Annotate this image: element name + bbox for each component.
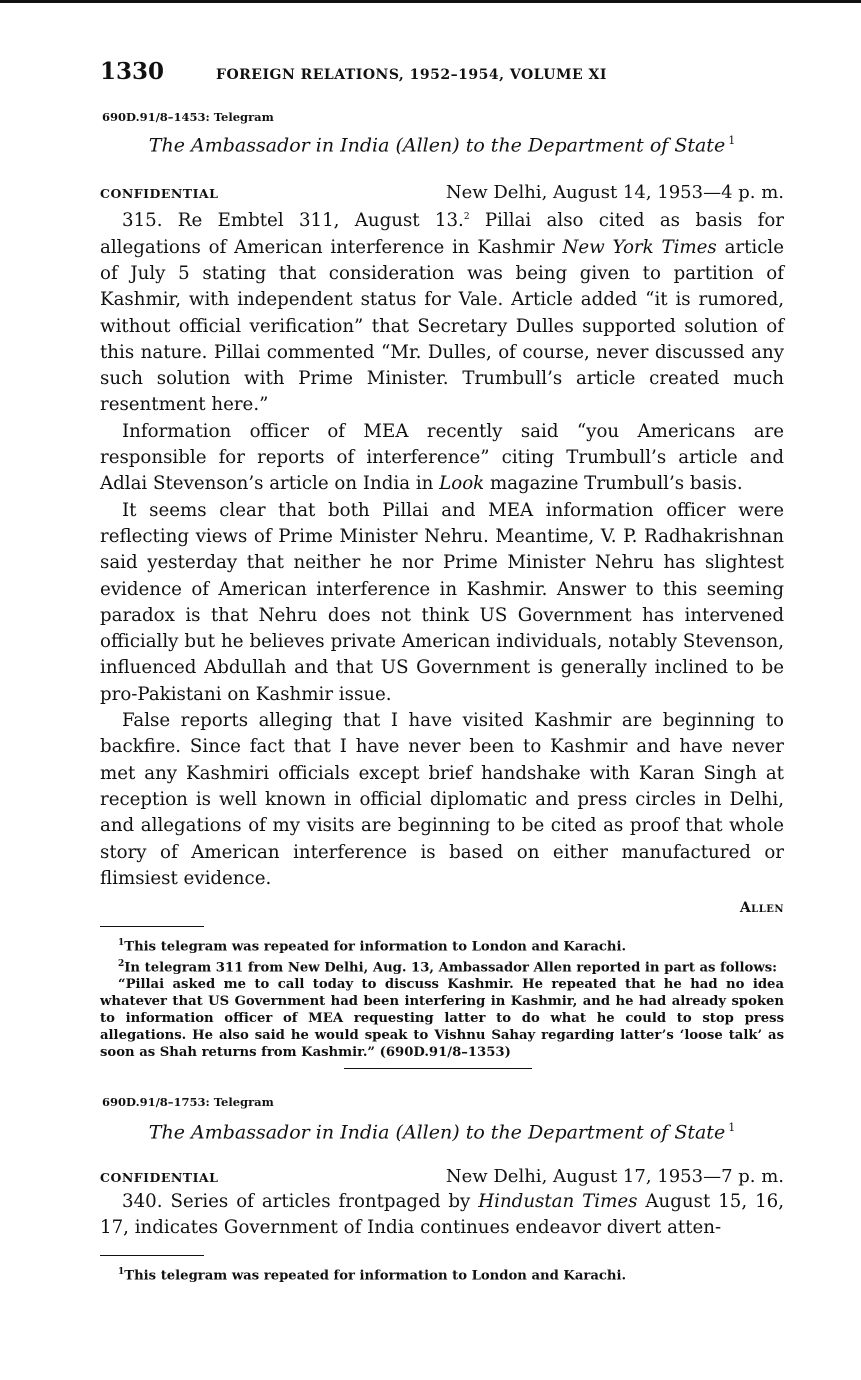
doc2-dateline	[100, 1166, 784, 1187]
doc2-title-text: The Ambassador in India (Allen) to the Department of State	[148, 1121, 726, 1144]
doc2-title	[100, 1121, 784, 1143]
doc2-p1-italic: Hindustan Times	[478, 1190, 638, 1212]
running-head	[100, 58, 784, 92]
doc2-p1-b: August 15, 16, 17, indicates Government of India continues endeavor divert atten-	[100, 1190, 784, 1239]
doc2-footnote-1	[100, 1264, 784, 1285]
volume-title: FOREIGN RELATIONS, 1952–1954, VOLUME XI	[216, 67, 607, 83]
doc2-paragraph-1	[100, 1189, 784, 1242]
doc1-title-footnote-mark: 1	[728, 134, 736, 147]
doc1-title	[100, 134, 784, 156]
doc2-file-ref: 690D.91/8–1753: Telegram	[102, 1095, 274, 1110]
footnote-rule-2	[100, 1255, 204, 1256]
doc1-paragraph-3: It seems clear that both Pillai and MEA information officer were reflecting views of Prime Minister Nehru. Meantime, V. P. Radhakrishnan said yesterday that neither he nor Prime Minister Nehru has slightest evidence of American interference in Kashmir. Answer to this seeming paradox is that Nehru does not think US Government has intervened officially but he believes private American individuals, notably Stevenson, influenced Abdullah and that US Government is generally inclined to be pro-Pakistani on Kashmir issue.	[100, 499, 784, 705]
doc2-p1-a: 340. Series of articles frontpaged by	[122, 1190, 479, 1212]
doc1-footnote-1-text: This telegram was repeated for information to London and Karachi.	[124, 939, 627, 955]
doc1-footnote-2-quote: “Pillai asked me to call today to discuss Kashmir. He repeated that he had no idea whatever that US Government had been interfering in Kashmir, and he had already spoken to information officer of MEA requesting latter to do what he could to stop press allegations. He also said he would speak to Vishnu Sahay regarding latter’s ‘loose talk’ as soon as Shah returns from Kashmir.” (690D.91/8–1353)	[100, 977, 784, 1060]
doc1-p1-italic: New York Times	[562, 236, 717, 258]
doc1-footnote-2	[100, 956, 784, 977]
doc1-p2-b: magazine Trumbull’s basis.	[484, 473, 743, 495]
doc1-paragraph-1	[100, 204, 784, 418]
doc1-paragraph-2	[100, 419, 784, 498]
doc1-title-text: The Ambassador in India (Allen) to the Department of State	[148, 134, 726, 157]
doc1-footnote-1	[100, 935, 784, 956]
document-page	[100, 58, 784, 1286]
doc1-signature: Allen	[739, 900, 784, 917]
doc1-footnote-2-text: In telegram 311 from New Delhi, Aug. 13, Ambassador Allen reported in part as follows:	[124, 960, 777, 976]
doc2-classification: CONFIDENTIAL	[100, 1169, 219, 1185]
doc1-file-ref: 690D.91/8–1453: Telegram	[102, 110, 274, 124]
page-number: 1330	[100, 58, 165, 85]
doc2-body	[100, 1189, 784, 1242]
doc2-footnote-1-mark: 1	[118, 1267, 125, 1278]
top-border	[0, 0, 861, 3]
doc1-p1-start: 315. Re Embtel 311, August 13.	[122, 210, 464, 232]
doc1-p1-footnote-mark: 2	[463, 212, 470, 223]
doc1-place-date: New Delhi, August 14, 1953—4 p. m.	[445, 182, 784, 204]
doc2-footnotes	[100, 1264, 784, 1285]
doc2-title-footnote-mark: 1	[728, 1121, 736, 1135]
doc1-p2-italic: Look	[439, 473, 485, 495]
doc2-footnote-1-text: This telegram was repeated for information to London and Karachi.	[124, 1268, 627, 1284]
doc1-p1-b: article of July 5 stating that consideration was being given to partition of Kashmir, with independent status for Vale. Article added “it is rumored, without official verification” that Secretary Dulles supported solution of this nature. Pillai commented “Mr. Dulles, of course, never discussed any such solution with Prime Minister. Trumbull’s article created much resentment here.”	[100, 236, 784, 416]
doc2-place-date: New Delhi, August 17, 1953—7 p. m.	[445, 1165, 784, 1187]
doc1-paragraph-4: False reports alleging that I have visited Kashmir are beginning to backfire. Since fact that I have never been to Kashmir and have never met any Kashmiri officials except brief handshake with Karan Singh at reception is well known in official diplomatic and press circles in Delhi, and allegations of my visits are beginning to be cited as proof that whole story of American interference is based on either manufactured or flimsiest evidence.	[100, 710, 784, 889]
doc1-footnote-2-mark: 2	[118, 959, 125, 970]
doc1-classification: CONFIDENTIAL	[100, 186, 219, 202]
doc1-p2-a: Information officer of MEA recently said “you Americans are responsible for reports of interference” citing Trumbull’s article and Adlai Stevenson’s article on India in	[100, 420, 784, 495]
doc1-footnote-1-mark: 1	[118, 938, 125, 949]
footnote-rule	[100, 926, 204, 927]
doc1-body	[100, 204, 784, 892]
doc1-dateline	[100, 182, 784, 203]
doc1-footnotes	[100, 935, 784, 1061]
doc1-p1-a: Pillai also cited as basis for allegations of American interference in Kashmir	[100, 210, 784, 258]
document-separator	[344, 1068, 532, 1069]
